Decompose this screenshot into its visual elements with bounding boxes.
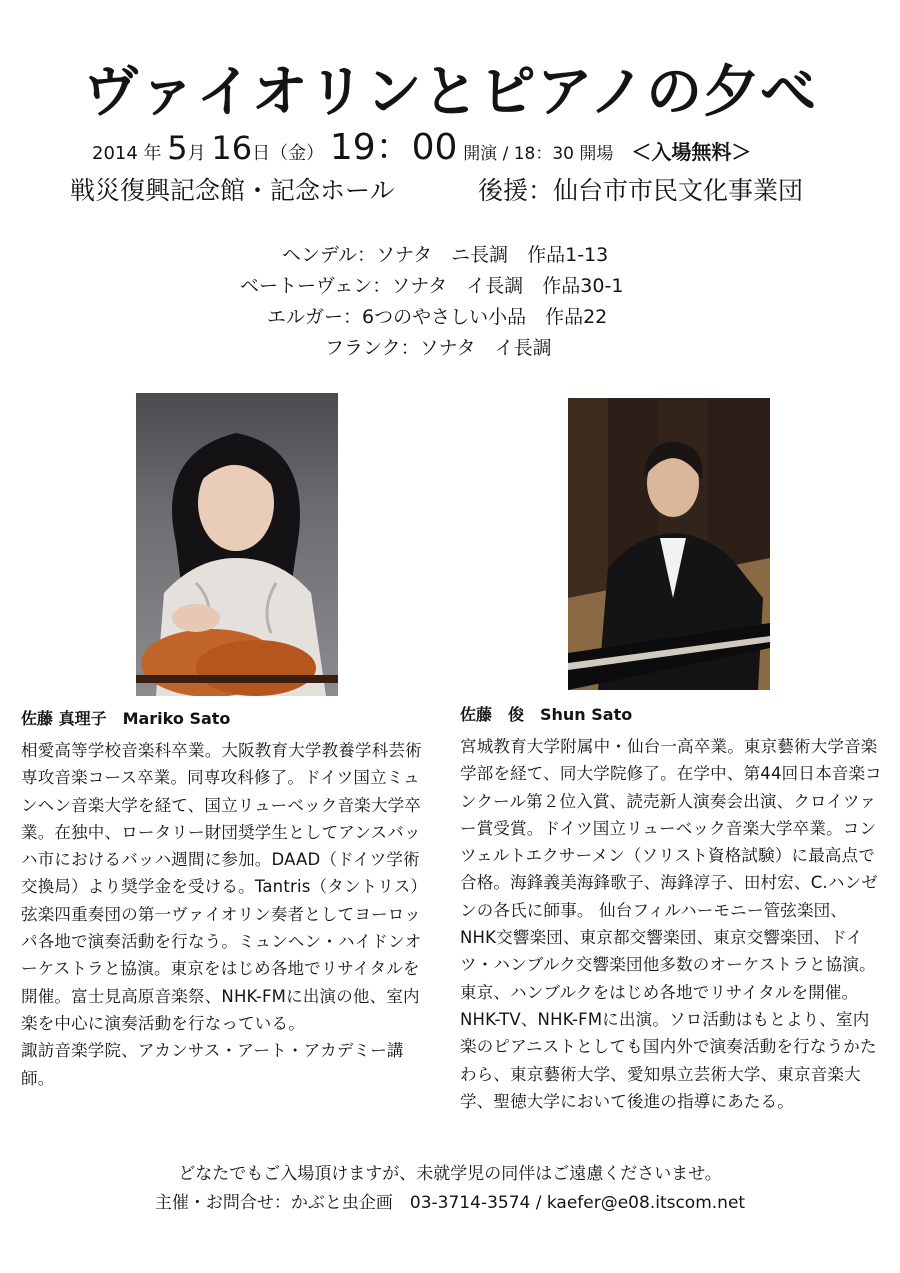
date-weekday: （金） <box>270 143 325 164</box>
program-item: ヘンデル：ソナタ ニ長調 作品1-13 <box>282 244 609 266</box>
performer-bio-shun-sato <box>460 733 882 1115</box>
date-day: 16 <box>211 129 253 167</box>
bio-paragraph: 宮城教育大学附属中・仙台一高卒業。東京藝術大学音楽学部を経て、同大学院修了。在学中、第44回日本音楽コンクール第２位入賞、読売新人演奏会出演、クロイツァー賞受賞。ドイツ国立リューベック音楽大学卒業。コンツェルトエクサーメン（ソリスト資格試験）に最高点で合格。海鋒義美海鋒歌子、海鋒淳子、田村宏、C.ハンゼンの各氏に師事。 仙台フィルハーモニー管弦楽団、 NHK交響楽団、東京都交響楽団、東京交響楽団、ドイツ・ハンブルク交響楽団他多数のオーケストラと協演。東京、ハンブルクをはじめ各地でリサイタルを開催。NHK-TV、NHK-FMに出演。ソロ活動はもとより、室内楽のピアニストとしても国内外で演奏活動を行なうかたわら、東京藝術大学、愛知県立芸術大学、東京音楽大学、聖徳大学において後進の指導にあたる。 <box>460 737 882 1111</box>
venue: 戦災復興記念館・記念ホール <box>70 176 395 205</box>
admission-notice: どなたでもご入場頂けますが、未就学児の同伴はご遠慮くださいませ。 <box>178 1164 722 1184</box>
violinist-photo <box>136 393 338 696</box>
date-year-unit: 年 <box>143 143 162 164</box>
date-time-line <box>92 128 822 174</box>
start-time: 19：00 <box>329 127 458 168</box>
pianist-photo <box>568 398 770 690</box>
date-day-unit: 日 <box>252 143 271 164</box>
pianist-portrait-illustration <box>568 398 770 690</box>
sponsor-support: 後援：仙台市市民文化事業団 <box>478 176 804 205</box>
violinist-portrait-illustration <box>136 393 338 696</box>
date-year: 2014 <box>92 143 138 164</box>
organizer-contact: 主催・お問合せ：かぶと虫企画 03-3714-3574 / kaefer@e08.itscom.net <box>154 1193 746 1213</box>
performer-name-mariko-sato: 佐藤 真理子 Mariko Sato <box>21 709 231 728</box>
concert-title: ヴァイオリンとピアノの夕べ <box>82 60 818 125</box>
program-item: ベートーヴェン：ソナタ イ長調 作品30-1 <box>240 275 624 297</box>
admission-badge: ＜入場無料＞ <box>631 140 752 164</box>
performer-bio-mariko-sato <box>21 737 433 1092</box>
start-label: 開演 / 18：30 開場 <box>463 144 614 164</box>
program-item: エルガー：6つのやさしい小品 作品22 <box>267 306 608 328</box>
bio-paragraph: 諏訪音楽学院、アカンサス・アート・アカデミー講師。 <box>21 1041 404 1088</box>
date-month: 5 <box>167 129 188 167</box>
program-item: フランク：ソナタ イ長調 <box>325 337 552 359</box>
date-month-unit: 月 <box>187 143 206 164</box>
bio-paragraph: 相愛高等学校音楽科卒業。大阪教育大学教養学科芸術専攻音楽コース卒業。同専攻科修了。ドイツ国立ミュンヘン音楽大学を経て、国立リューベック音楽大学卒業。在独中、ロータリー財団奨学生としてアンスバッハ市におけるバッハ週間に参加。DAAD（ドイツ学術交換局）より奨学金を受ける。Tantris（タントリス）弦楽四重奏団の第一ヴァイオリン奏者としてヨーロッパ各地で演奏活動を行なう。ミュンヘン・ハイドンオーケストラと協演。東京をはじめ各地でリサイタルを開催。富士見高原音楽祭、NHK-FMに出演の他、室内楽を中心に演奏活動を行なっている。 <box>21 741 428 1033</box>
performer-name-shun-sato: 佐藤 俊 Shun Sato <box>460 705 633 724</box>
